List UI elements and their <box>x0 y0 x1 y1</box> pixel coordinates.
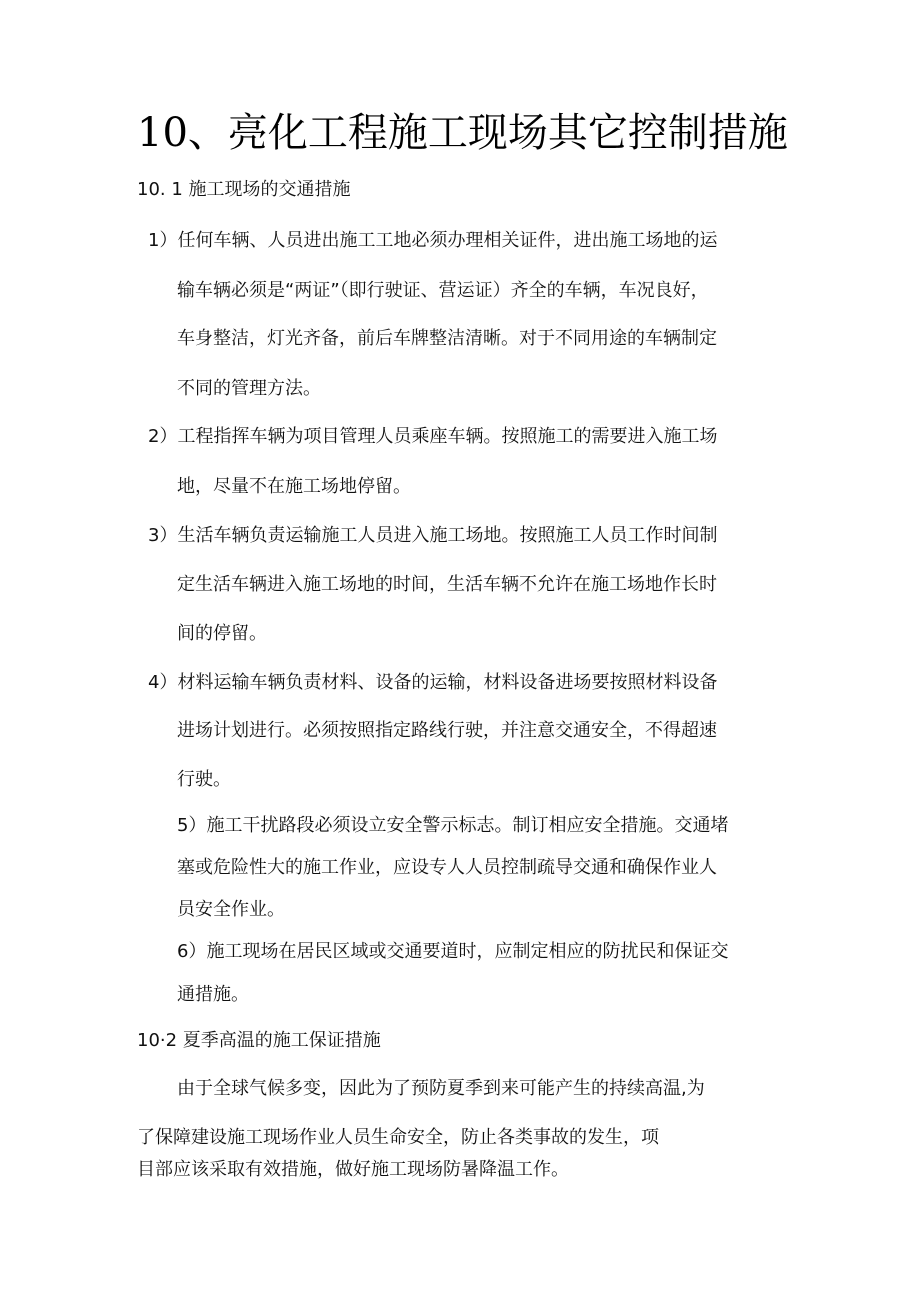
item-3-line-2: 定生活车辆进入施工场地的时间，生活车辆不允许在施工场地作长时 <box>177 574 717 595</box>
item-4-line-3: 行驶。 <box>177 769 231 790</box>
section-heading-10-2: 10·2 夏季高温的施工保证措施 <box>137 1030 381 1051</box>
item-1-line-1: 1）任何车辆、人员进出施工工地必须办理相关证件，进出施工场地的运 <box>148 230 718 251</box>
paragraph-line-1: 由于全球气候多变，因此为了预防夏季到来可能产生的持续高温,为 <box>177 1078 705 1099</box>
section-heading-10-1: 10. 1 施工现场的交通措施 <box>137 179 351 200</box>
item-6-line-2: 通措施。 <box>177 984 249 1005</box>
item-4-line-1: 4）材料运输车辆负责材料、设备的运输，材料设备进场要按照材料设备 <box>148 672 718 693</box>
item-1-line-4: 不同的管理方法。 <box>177 378 321 399</box>
item-5-line-3: 员安全作业。 <box>177 899 285 920</box>
item-1-line-3: 车身整洁，灯光齐备，前后车牌整洁清晰。对于不同用途的车辆制定 <box>177 328 717 349</box>
item-3-line-1: 3）生活车辆负责运输施工人员进入施工场地。按照施工人员工作时间制 <box>148 525 718 546</box>
item-3-line-3: 间的停留。 <box>177 623 267 644</box>
item-5-line-1: 5）施工干扰路段必须设立安全警示标志。制订相应安全措施。交通堵 <box>177 815 729 836</box>
paragraph-line-2: 了保障建设施工现场作业人员生命安全，防止各类事故的发生，项 <box>137 1127 659 1148</box>
page-title: 10、亮化工程施工现场其它控制措施 <box>137 110 788 156</box>
paragraph-line-3: 目部应该采取有效措施，做好施工现场防暑降温工作。 <box>137 1159 569 1180</box>
item-2-line-2: 地，尽量不在施工场地停留。 <box>177 476 411 497</box>
item-6-line-1: 6）施工现场在居民区域或交通要道时，应制定相应的防扰民和保证交 <box>177 941 729 962</box>
item-5-line-2: 塞或危险性大的施工作业，应设专人人员控制疏导交通和确保作业人 <box>177 857 717 878</box>
item-1-line-2: 输车辆必须是“两证”（即行驶证、营运证）齐全的车辆，车况良好， <box>177 280 709 301</box>
item-4-line-2: 进场计划进行。必须按照指定路线行驶，并注意交通安全，不得超速 <box>177 720 717 741</box>
item-2-line-1: 2）工程指挥车辆为项目管理人员乘座车辆。按照施工的需要进入施工场 <box>148 426 718 447</box>
